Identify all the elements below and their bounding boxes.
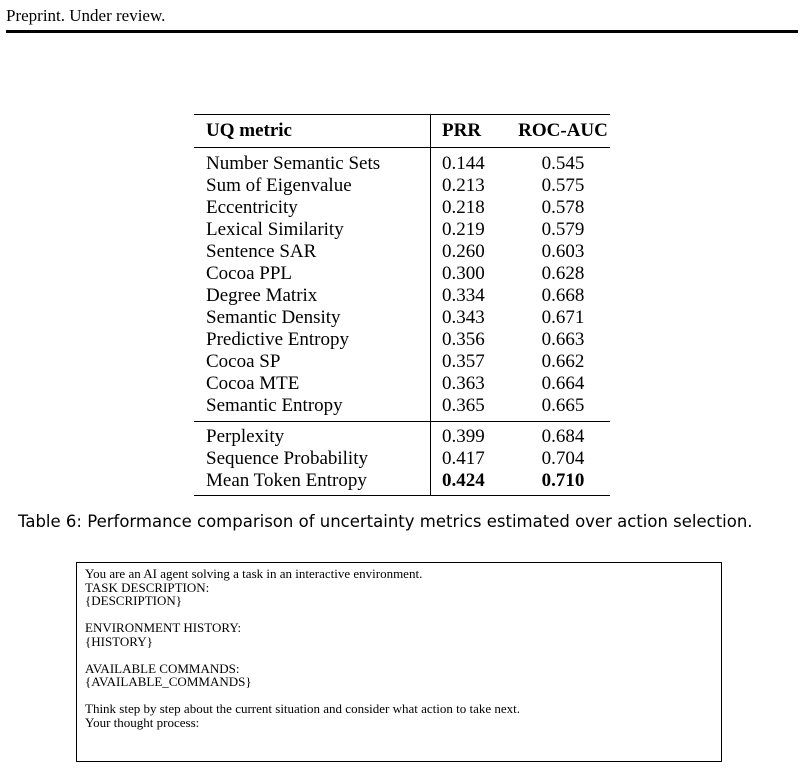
prompt-line: Think step by step about the current situation and consider what action to take next. [85, 701, 521, 716]
metric-cell: Eccentricity [206, 197, 298, 218]
prompt-line: ENVIRONMENT HISTORY: [85, 620, 242, 635]
table-row [194, 148, 610, 176]
roc-auc-cell: 0.662 [541, 351, 585, 372]
prompt-line: Your thought process: [85, 714, 200, 730]
header-rule [6, 30, 798, 33]
column-header-prr: PRR [431, 115, 517, 148]
table-row [194, 307, 610, 329]
table-row [194, 241, 610, 263]
roc-auc-cell: 0.665 [541, 395, 585, 416]
table-caption: Table 6: Performance comparison of uncertainty metrics estimated over action selection. [18, 512, 753, 531]
prr-cell: 0.219 [431, 219, 517, 241]
table-header-row [194, 115, 610, 148]
prompt-line: {HISTORY} [85, 633, 153, 649]
prompt-line [85, 608, 713, 622]
table-row [194, 422, 610, 449]
metric-cell: Sum of Eigenvalue [206, 175, 352, 196]
roc-auc-cell: 0.710 [541, 470, 585, 491]
prr-cell: 0.218 [431, 197, 517, 219]
prr-cell: 0.343 [431, 307, 517, 329]
prr-cell: 0.260 [431, 241, 517, 263]
metric-cell: Semantic Density [206, 307, 341, 328]
prompt-line: AVAILABLE COMMANDS: [85, 660, 240, 676]
metric-cell: Semantic Entropy [206, 395, 343, 416]
roc-auc-cell: 0.579 [541, 219, 585, 240]
roc-auc-cell: 0.684 [541, 426, 585, 447]
table-row [194, 197, 610, 219]
uq-metrics-table [194, 114, 610, 496]
prr-cell: 0.357 [431, 351, 517, 373]
prr-cell: 0.300 [431, 263, 517, 285]
prr-cell: 0.334 [431, 285, 517, 307]
roc-auc-cell: 0.704 [541, 448, 585, 469]
prompt-line: TASK DESCRIPTION: [85, 579, 210, 595]
prompt-line: You are an AI agent solving a task in an interactive environment. [85, 566, 423, 581]
table-row [194, 219, 610, 241]
prompt-line [85, 648, 713, 662]
roc-auc-cell: 0.671 [541, 307, 585, 328]
page-header: Preprint. Under review. [6, 6, 166, 25]
table-row [194, 285, 610, 307]
table-row [194, 373, 610, 395]
table-row [194, 448, 610, 470]
prompt-template-box [76, 562, 722, 762]
prr-cell: 0.424 [431, 470, 517, 496]
prr-cell: 0.144 [431, 148, 517, 176]
prr-cell: 0.365 [431, 395, 517, 422]
prr-cell: 0.363 [431, 373, 517, 395]
table-row [194, 329, 610, 351]
table-row [194, 351, 610, 373]
metric-cell: Perplexity [206, 426, 285, 447]
metric-cell: Lexical Similarity [206, 219, 344, 240]
table-group-b [194, 422, 610, 496]
roc-auc-cell: 0.628 [541, 263, 585, 284]
prr-cell: 0.417 [431, 448, 517, 470]
roc-auc-cell: 0.663 [541, 329, 585, 350]
prompt-line: {AVAILABLE_COMMANDS} [85, 674, 252, 689]
prr-cell: 0.213 [431, 175, 517, 197]
metric-cell: Mean Token Entropy [206, 470, 367, 491]
prr-cell: 0.356 [431, 329, 517, 351]
metric-cell: Cocoa PPL [206, 263, 293, 284]
table-group-a [194, 148, 610, 422]
table-row [194, 470, 610, 496]
metric-cell: Sequence Probability [206, 448, 368, 469]
roc-auc-cell: 0.664 [541, 373, 585, 394]
metric-cell: Cocoa MTE [206, 373, 300, 394]
metric-cell: Cocoa SP [206, 351, 281, 372]
prompt-line: {DESCRIPTION} [85, 593, 182, 608]
metric-cell: Degree Matrix [206, 285, 318, 306]
table-row [194, 395, 610, 422]
roc-auc-cell: 0.545 [541, 153, 585, 174]
prr-cell: 0.399 [431, 422, 517, 449]
table-row [194, 175, 610, 197]
column-header-uq-metric: UQ metric [206, 120, 292, 141]
prompt-line [85, 689, 713, 703]
roc-auc-cell: 0.603 [541, 241, 585, 262]
column-header-roc-auc: ROC-AUC [518, 120, 608, 141]
table-row [194, 263, 610, 285]
roc-auc-cell: 0.578 [541, 197, 585, 218]
metric-cell: Predictive Entropy [206, 329, 349, 350]
metric-cell: Sentence SAR [206, 241, 317, 262]
metric-cell: Number Semantic Sets [206, 153, 381, 174]
roc-auc-cell: 0.668 [541, 285, 585, 306]
roc-auc-cell: 0.575 [541, 175, 585, 196]
